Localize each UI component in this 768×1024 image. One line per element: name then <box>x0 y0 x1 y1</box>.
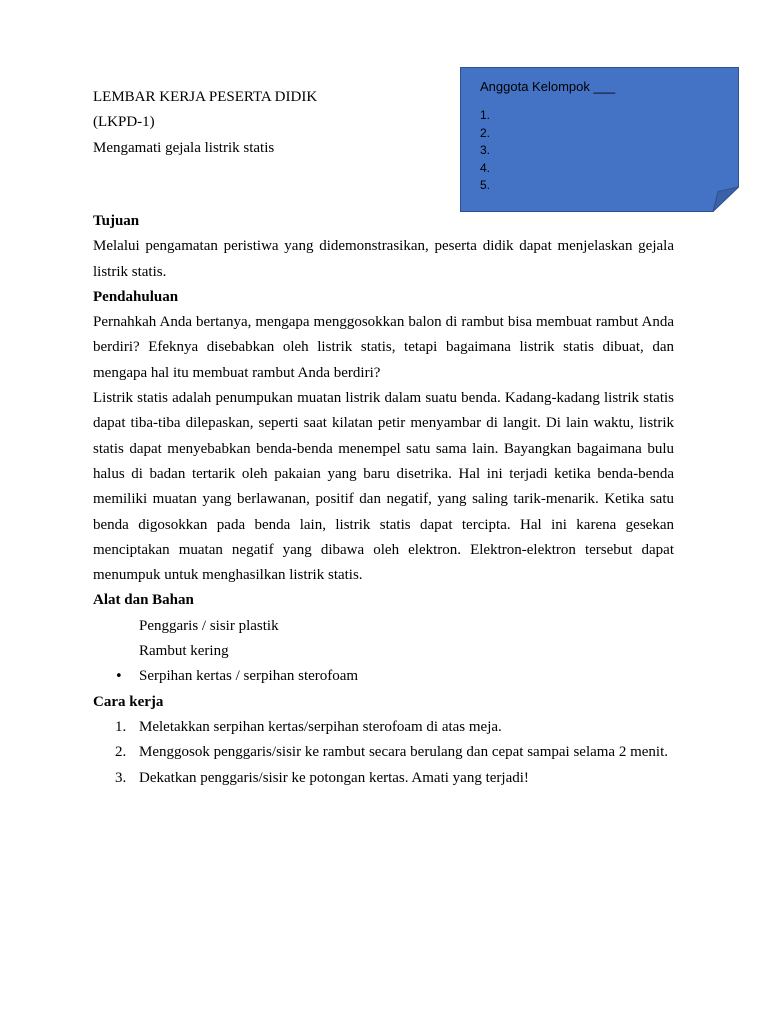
material-label: Serpihan kertas / serpihan sterofoam <box>139 668 359 685</box>
list-item <box>93 664 674 689</box>
member-line: 2. <box>480 125 491 140</box>
material-label: Penggaris / sisir plastik <box>139 617 279 634</box>
worksheet-content <box>93 209 674 791</box>
worksheet-title: LEMBAR KERJA PESERTA DIDIK <box>93 89 318 105</box>
member-line: 4. <box>480 160 491 175</box>
worksheet-code: (LKPD-1) <box>93 114 155 131</box>
step-number: 3. <box>115 769 127 786</box>
worksheet-header <box>93 85 453 161</box>
step-text: Meletakkan serpihan kertas/serpihan sterofoam di atas meja. <box>139 718 502 735</box>
pendahuluan-paragraph-1: Pernahkah Anda bertanya, mengapa menggosokkan balon di rambut bisa membuat rambut Anda berdiri? Efeknya disebabkan oleh listrik statis, tetapi bagaimana listrik statis dibuat, dan mengapa hal itu membuat rambut Anda berdiri? <box>93 314 674 381</box>
materials-list <box>93 614 674 690</box>
member-line: 3. <box>480 143 491 157</box>
procedure-step <box>93 766 674 791</box>
step-text: Dekatkan penggaris/sisir ke potongan kertas. Amati yang terjadi! <box>139 769 529 786</box>
group-members-list <box>480 107 490 195</box>
group-members-box <box>460 67 739 212</box>
member-line: 1. <box>480 108 491 122</box>
section-heading-pendahuluan: Pendahuluan <box>93 288 179 305</box>
step-number: 2. <box>115 744 127 761</box>
list-item <box>93 614 674 639</box>
section-heading-alat-bahan: Alat dan Bahan <box>93 592 194 609</box>
procedure-step <box>93 740 674 765</box>
section-heading-tujuan: Tujuan <box>93 213 140 229</box>
procedure-step <box>93 715 674 740</box>
procedure-steps <box>93 715 674 791</box>
group-box-title: Anggota Kelompok ___ <box>480 79 616 94</box>
member-line: 5. <box>480 178 491 192</box>
material-label: Rambut kering <box>139 643 229 660</box>
pendahuluan-paragraph-2: Listrik statis adalah penumpukan muatan listrik dalam suatu benda. Kadang-kadang listrik statis dapat tiba-tiba dilepaskan, seperti saat kilatan petir menyambar di langit. Di lain waktu, listrik statis dapat menyebabkan benda-benda menempel satu sama lain. Bayangkan bagaimana bulu halus di badan tertarik oleh pakaian yang baru disetrika. Hal ini terjadi ketika benda-benda memiliki muatan yang berlawanan, positif dan negatif, yang saling tarik-menarik. Ketika satu benda digosokkan pada benda lain, listrik statis dapat tercipta. Hal ini karena gesekan menciptakan muatan negatif yang dibawa oleh elektron. Elektron-elektron tersebut dapat menumpuk untuk menghasilkan listrik statis. <box>93 390 674 584</box>
section-heading-cara-kerja: Cara kerja <box>93 693 164 710</box>
step-number: 1. <box>115 718 127 735</box>
step-text: Menggosok penggaris/sisir ke rambut secara berulang dan cepat sampai selama 2 menit. <box>139 744 668 761</box>
bullet-marker: • <box>115 669 123 685</box>
worksheet-subtitle: Mengamati gejala listrik statis <box>93 139 275 156</box>
list-item <box>93 639 674 664</box>
tujuan-text: Melalui pengamatan peristiwa yang didemonstrasikan, peserta didik dapat menjelaskan gejala listrik statis. <box>93 238 674 280</box>
